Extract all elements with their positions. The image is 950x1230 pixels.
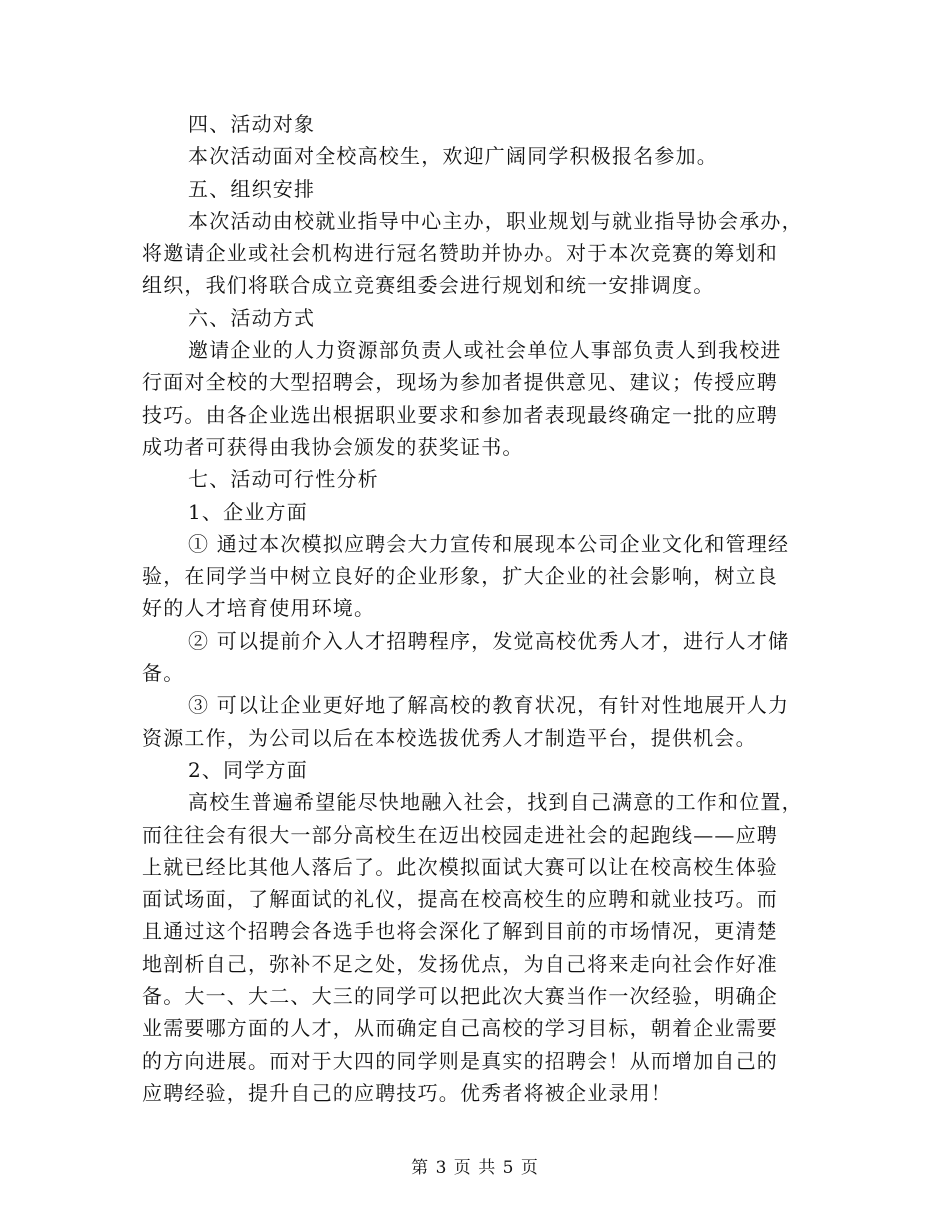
text-line: 地剖析自己，弥补不足之处，发扬优点，为自己将来走向社会作好准 xyxy=(142,951,778,976)
text-line: 2、同学方面 xyxy=(188,757,308,782)
text-line: 备。 xyxy=(142,661,185,686)
text-line: 上就已经比其他人落后了。此次模拟面试大赛可以让在校高校生体验 xyxy=(142,854,778,879)
text-line: 验，在同学当中树立良好的企业形象，扩大企业的社会影响，树立良 xyxy=(142,564,778,589)
text-line: 四、活动对象 xyxy=(188,112,316,136)
text-line: 本次活动面对全校高校生，欢迎广阔同学积极报名参加。 xyxy=(188,144,718,169)
text-line: 而往往会有很大一部分高校生在迈出校园走进社会的起跑线——应聘 xyxy=(142,822,778,847)
text-line: 六、活动方式 xyxy=(188,305,316,330)
text-line: 本次活动由校就业指导中心主办，职业规划与就业指导协会承办， xyxy=(188,208,803,233)
text-line: 备。大一、大二、大三的同学可以把此次大赛当作一次经验，明确企 xyxy=(142,984,778,1009)
text-line: ③ 可以让企业更好地了解高校的教育状况，有针对性地展开人力 xyxy=(188,693,790,718)
text-line: ① 通过本次模拟应聘会大力宣传和展现本公司企业文化和管理经 xyxy=(188,531,790,556)
text-line: 好的人才培育使用环境。 xyxy=(142,596,376,621)
text-line: 1、企业方面 xyxy=(188,499,308,524)
text-line: 邀请企业的人力资源部负责人或社会单位人事部负责人到我校进 xyxy=(188,338,782,363)
page-footer: 第 3 页 共 5 页 xyxy=(411,1158,539,1178)
text-line: ② 可以提前介入人才招聘程序，发觉高校优秀人才，进行人才储 xyxy=(188,628,790,653)
text-line: 应聘经验，提升自己的应聘技巧。优秀者将被企业录用！ xyxy=(142,1080,672,1105)
text-line: 资源工作，为公司以后在本校选拔优秀人才制造平台，提供机会。 xyxy=(142,725,757,750)
text-line: 业需要哪方面的人才，从而确定自己高校的学习目标，朝着企业需要 xyxy=(142,1016,778,1041)
text-line: 五、组织安排 xyxy=(188,176,316,201)
document-body xyxy=(142,108,802,1109)
text-line: 技巧。由各企业选出根据职业要求和参加者表现最终确定一批的应聘 xyxy=(142,402,778,427)
text-line: 七、活动可行性分析 xyxy=(188,467,379,492)
text-line: 且通过这个招聘会各选手也将会深化了解到目前的市场情况，更清楚 xyxy=(142,919,778,944)
text-line: 行面对全校的大型招聘会，现场为参加者提供意见、建议；传授应聘 xyxy=(142,370,778,395)
text-line: 面试场面，了解面试的礼仪，提高在校高校生的应聘和就业技巧。而 xyxy=(142,887,778,912)
text-line: 高校生普遍希望能尽快地融入社会，找到自己满意的工作和位置， xyxy=(188,790,803,815)
text-line: 将邀请企业或社会机构进行冠名赞助并协办。对于本次竞赛的筹划和 xyxy=(142,241,778,266)
text-line: 成功者可获得由我协会颁发的获奖证书。 xyxy=(142,434,524,459)
text-line: 的方向进展。而对于大四的同学则是真实的招聘会！从而增加自己的 xyxy=(142,1048,778,1073)
text-line: 组织，我们将联合成立竞赛组委会进行规划和统一安排调度。 xyxy=(142,273,715,298)
